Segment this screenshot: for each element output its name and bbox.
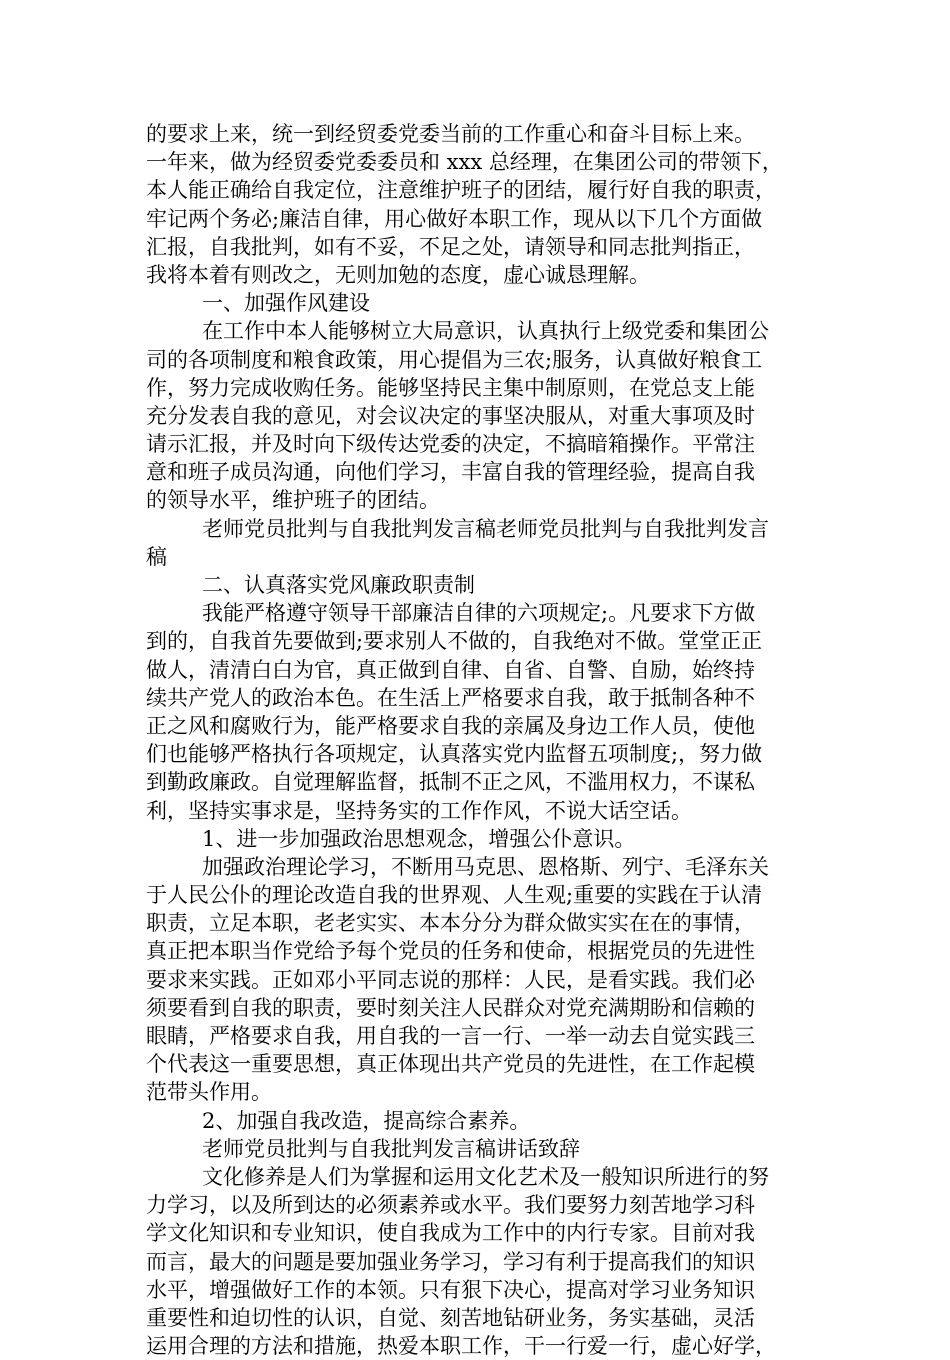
- body-line: 运用合理的方法和措施，热爱本职工作，干一行爱一行，虚心好学，: [146, 1334, 776, 1359]
- body-line: 汇报，自我批判，如有不妥，不足之处，请领导和同志批判指正，: [146, 234, 755, 259]
- body-line: 牢记两个务必;廉洁自律，用心做好本职工作，现从以下几个方面做: [146, 206, 763, 231]
- body-line: 的要求上来，统一到经贸委党委当前的工作重心和奋斗目标上来。: [146, 122, 755, 146]
- section-heading: 二、认真落实党风廉政职责制: [202, 573, 475, 597]
- body-line: 作，努力完成收购任务。能够坚持民主集中制原则，在党总支上能: [146, 375, 755, 400]
- body-line: 力学习，以及所到达的必须素养或水平。我们要努力刻苦地学习科: [146, 1193, 755, 1218]
- body-line: 们也能够严格执行各项规定，认真落实党内监督五项制度;，努力做: [146, 742, 763, 767]
- body-line: 于人民公仆的理论改造自我的世界观、人生观;重要的实践在于认清: [146, 883, 763, 908]
- body-line: 一年来，做为经贸委党委委员和 xxx 总经理，在集团公司的带领下，: [146, 150, 783, 175]
- body-line: 水平，增强做好工作的本领。只有狠下决心，提高对学习业务知识: [146, 1277, 755, 1302]
- body-line: 个代表这一重要思想，真正体现出共产党员的先进性，在工作起模: [146, 1052, 755, 1077]
- body-line: 意和班子成员沟通，向他们学习，丰富自我的管理经验，提高自我: [146, 460, 755, 485]
- body-line: 范带头作用。: [146, 1080, 272, 1105]
- body-line: 到勤政廉政。自觉理解监督，抵制不正之风，不滥用权力，不谋私: [146, 770, 755, 795]
- body-line: 职责，立足本职，老老实实、本本分分为群众做实实在在的事情，: [146, 911, 755, 936]
- paragraph-start: 在工作中本人能够树立大局意识，认真执行上级党委和集团公: [202, 319, 769, 344]
- paragraph-start: 加强政治理论学习，不断用马克思、恩格斯、列宁、毛泽东关: [202, 854, 769, 879]
- paragraph-start: 文化修养是人们为掌握和运用文化艺术及一般知识所进行的努: [202, 1164, 769, 1189]
- body-line: 稿: [146, 544, 167, 569]
- body-line: 真正把本职当作党给予每个党员的任务和使命，根据党员的先进性: [146, 939, 755, 964]
- body-line: 请示汇报，并及时向下级传达党委的决定，不搞暗箱操作。平常注: [146, 432, 755, 457]
- body-line: 学文化知识和专业知识，使自我成为工作中的内行专家。目前对我: [146, 1221, 755, 1246]
- body-line: 利，坚持实事求是，坚持务实的工作作风，不说大话空话。: [146, 798, 692, 823]
- body-line: 充分发表自我的意见，对会议决定的事坚决服从，对重大事项及时: [146, 403, 755, 428]
- body-line: 到的，自我首先要做到;要求别人不做的，自我绝对不做。堂堂正正: [146, 629, 763, 654]
- body-line: 司的各项制度和粮食政策，用心提倡为三农;服务，认真做好粮食工: [146, 347, 763, 372]
- paragraph-start: 老师党员批判与自我批判发言稿老师党员批判与自我批判发言: [202, 516, 769, 541]
- body-line: 我将本着有则改之，无则加勉的态度，虚心诚恳理解。: [146, 262, 650, 287]
- body-line: 眼睛，严格要求自我，用自我的一言一行、一举一动去自觉实践三: [146, 1024, 755, 1048]
- paragraph-start: 老师党员批判与自我批判发言稿讲话致辞: [202, 1136, 580, 1161]
- paragraph-start: 我能严格遵守领导干部廉洁自律的六项规定;。凡要求下方做: [202, 601, 756, 626]
- body-line: 本人能正确给自我定位，注意维护班子的团结，履行好自我的职责，: [146, 178, 776, 203]
- body-line: 要求来实践。正如邓小平同志说的那样：人民，是看实践。我们必: [146, 967, 755, 992]
- section-heading: 1、进一步加强政治思想观念，增强公仆意识。: [202, 826, 636, 851]
- section-heading: 2、加强自我改造，提高综合素养。: [202, 1108, 531, 1133]
- body-line: 续共产党人的政治本色。在生活上严格要求自我，敢于抵制各种不: [146, 685, 755, 710]
- body-line: 的领导水平，维护班子的团结。: [146, 488, 440, 513]
- body-line: 重要性和迫切性的认识，自觉、刻苦地钻研业务，务实基础，灵活: [146, 1305, 755, 1330]
- section-heading: 一、加强作风建设: [202, 291, 370, 316]
- body-line: 而言，最大的问题是要加强业务学习，学习有利于提高我们的知识: [146, 1249, 755, 1274]
- body-line: 正之风和腐败行为，能严格要求自我的亲属及身边工作人员，使他: [146, 713, 755, 738]
- body-line: 做人，清清白白为官，真正做到自律、自省、自警、自励，始终持: [146, 657, 755, 682]
- body-line: 须要看到自我的职责，要时刻关注人民群众对党充满期盼和信赖的: [146, 995, 755, 1020]
- document-body: [146, 120, 816, 1360]
